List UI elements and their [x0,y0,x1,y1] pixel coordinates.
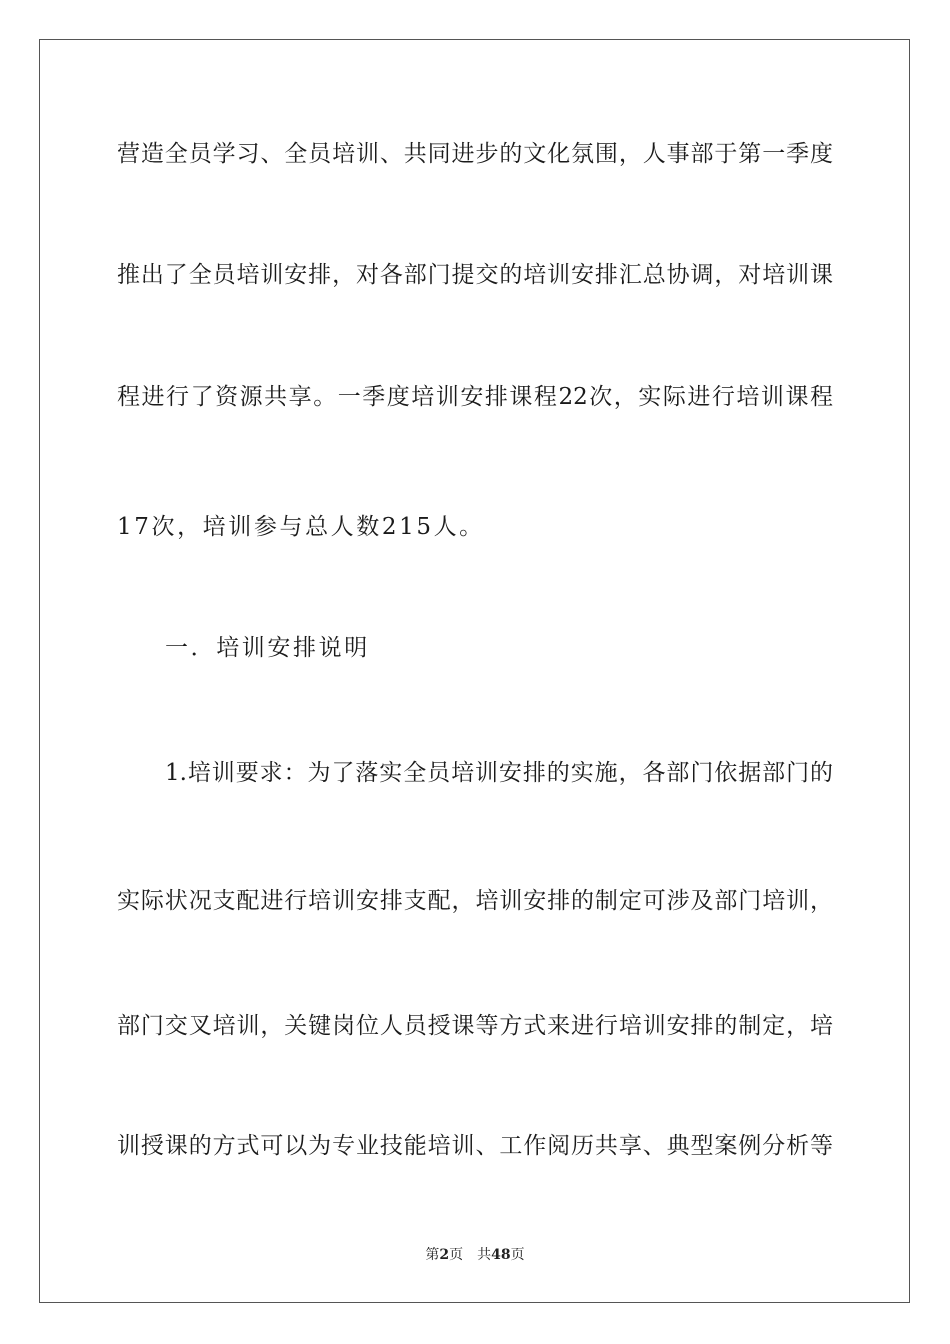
paragraph-line: 实际状况支配进行培训安排支配，培训安排的制定可涉及部门培训， [117,888,833,914]
paragraph-line: 1.培训要求：为了落实全员培训安排的实施，各部门依据部门的 [165,760,833,786]
page-suffix: 页 [449,1247,464,1263]
page-border [39,39,910,1303]
paragraph-line: 17次，培训参与总人数215人。 [117,514,485,540]
total-prefix: 共 [477,1247,492,1263]
page-footer [0,1246,950,1264]
total-pages: 48 [491,1247,511,1263]
page-prefix: 第 [425,1247,440,1263]
paragraph-line: 营造全员学习、全员培训、共同进步的文化氛围，人事部于第一季度 [117,141,833,167]
section-heading: 一．培训安排说明 [165,635,370,661]
total-suffix: 页 [510,1247,525,1263]
paragraph-line: 训授课的方式可以为专业技能培训、工作阅历共享、典型案例分析等 [117,1133,833,1159]
paragraph-line: 部门交叉培训，关键岗位人员授课等方式来进行培训安排的制定，培 [117,1013,833,1039]
paragraph-line: 推出了全员培训安排，对各部门提交的培训安排汇总协调，对培训课 [117,262,833,288]
paragraph-line: 程进行了资源共享。一季度培训安排课程22次，实际进行培训课程 [117,384,833,410]
page-number: 2 [439,1247,450,1263]
